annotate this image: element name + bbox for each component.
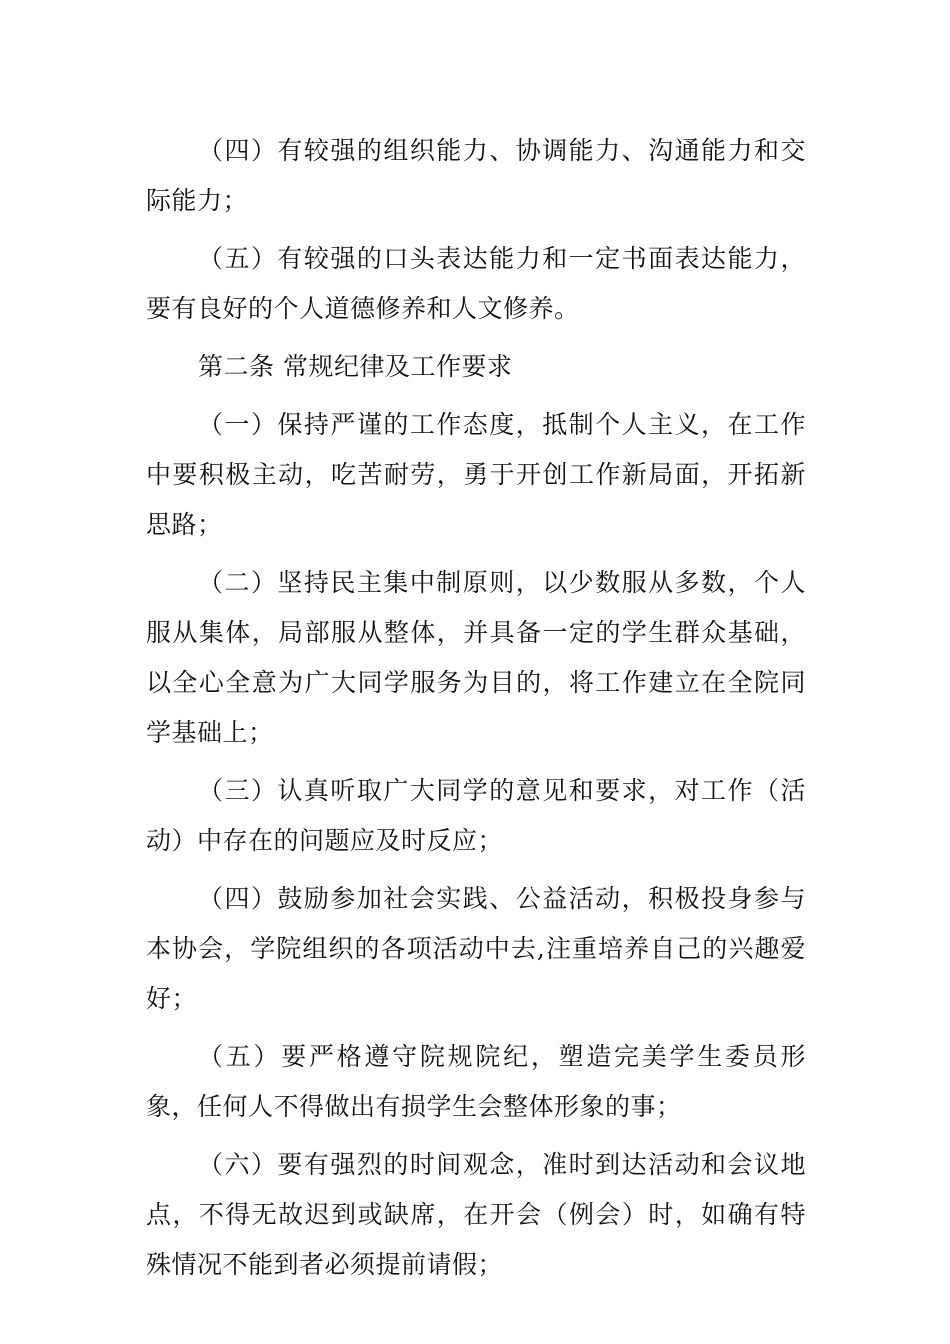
paragraph-qualification-4: （四）有较强的组织能力、协调能力、沟通能力和交际能力；	[146, 136, 806, 215]
paragraph-rule-1: （一）保持严谨的工作态度，抵制个人主义，在工作中要积极主动，吃苦耐劳，勇于开创工作新局面，开拓新思路；	[146, 410, 806, 539]
paragraph-rule-3: （三）认真听取广大同学的意见和要求，对工作（活动）中存在的问题应及时反应；	[146, 776, 806, 855]
paragraph-rule-4: （四）鼓励参加社会实践、公益活动，积极投身参与本协会，学院组织的各项活动中去,注重培养自己的兴趣爱好；	[146, 884, 806, 1013]
paragraph-rule-2: （二）坚持民主集中制原则，以少数服从多数，个人服从集体，局部服从整体，并具备一定的学生群众基础，以全心全意为广大同学服务为目的，将工作建立在全院同学基础上；	[146, 568, 806, 747]
section-heading-article-2: 第二条 常规纪律及工作要求	[198, 352, 513, 381]
paragraph-qualification-5: （五）有较强的口头表达能力和一定书面表达能力，要有良好的个人道德修养和人文修养。	[146, 244, 806, 323]
paragraph-rule-6: （六）要有强烈的时间观念，准时到达活动和会议地点，不得无故迟到或缺席，在开会（例会）时，如确有特殊情况不能到者必须提前请假；	[146, 1150, 806, 1279]
document-body	[146, 126, 806, 1298]
paragraph-rule-5: （五）要严格遵守院规院纪，塑造完美学生委员形象，任何人不得做出有损学生会整体形象的事；	[146, 1042, 806, 1121]
